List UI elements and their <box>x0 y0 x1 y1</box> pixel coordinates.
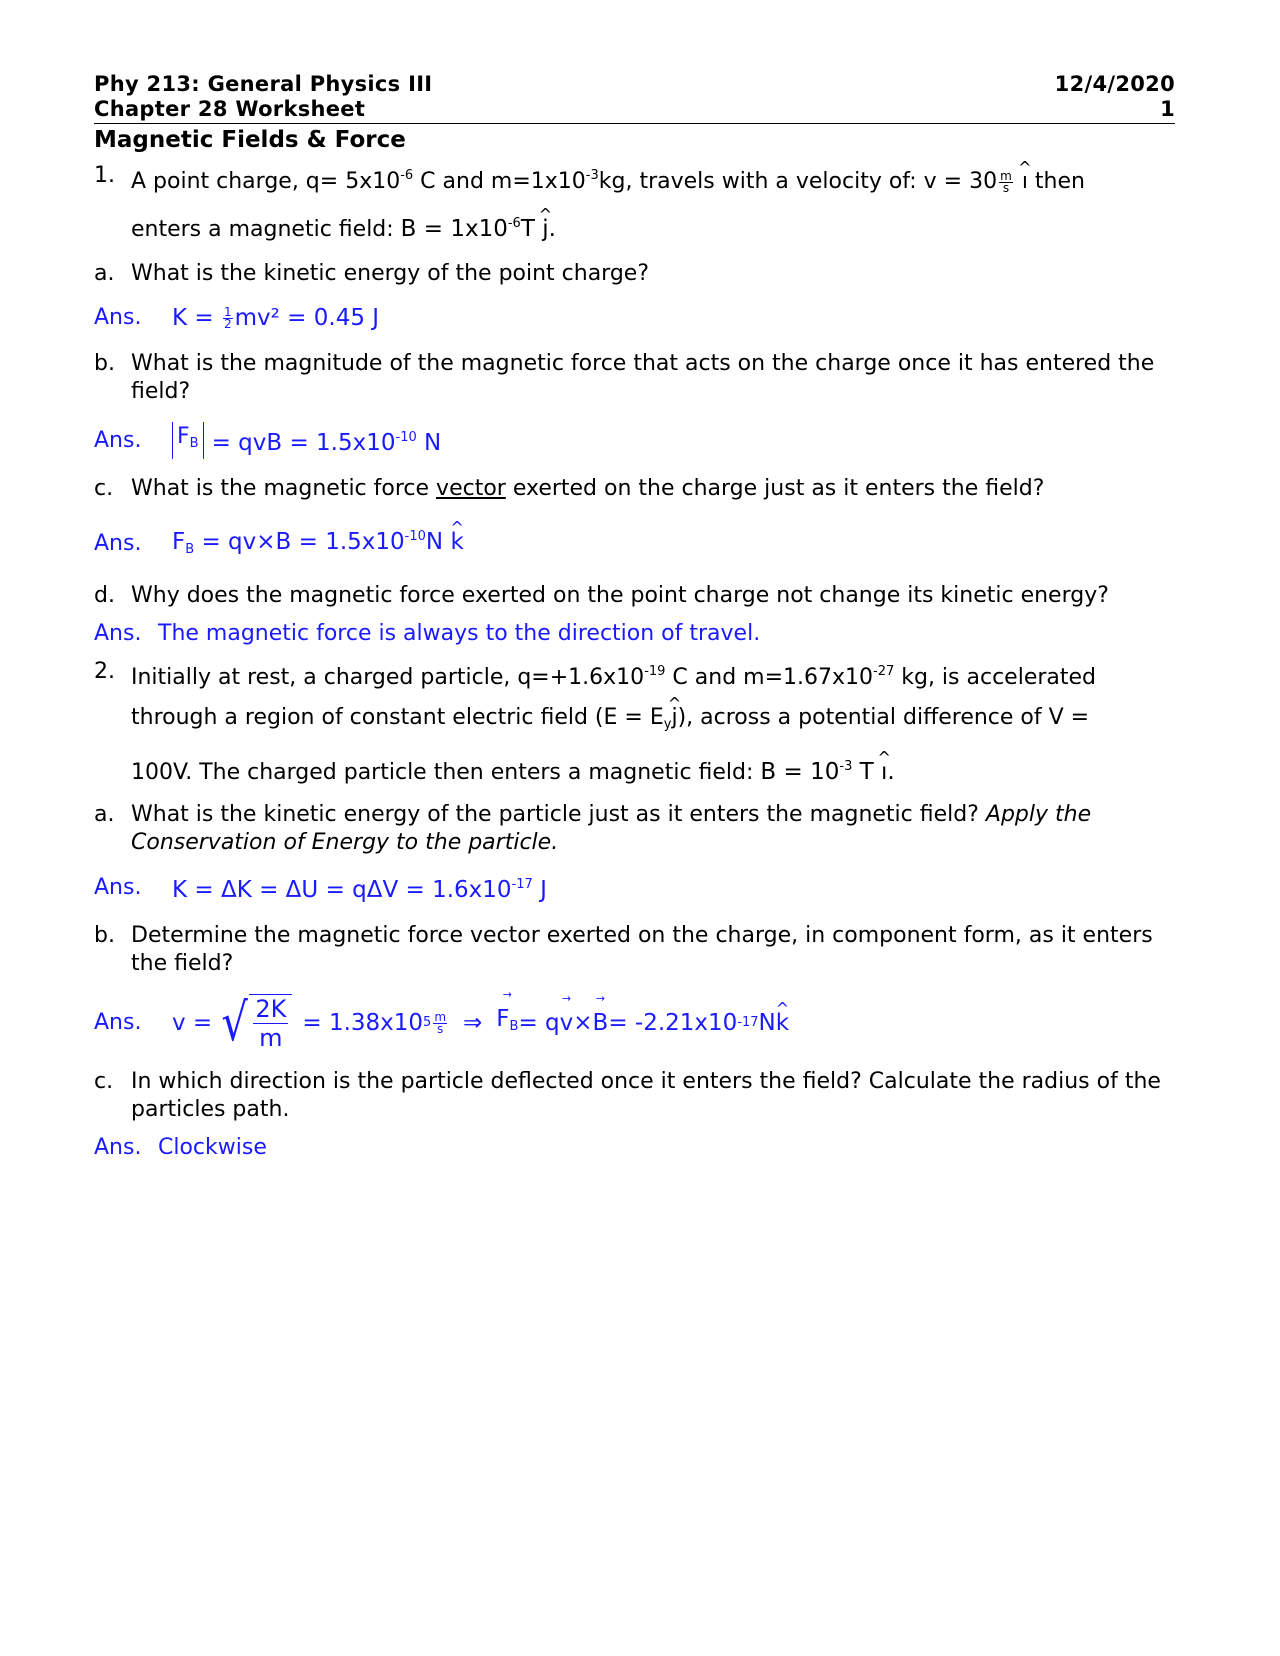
part-text: In which direction is the particle deflected once it enters the field? Calculate the radius of the particles path. <box>131 1069 1161 1122</box>
question-text <box>131 162 1175 196</box>
answer-label: Ans. <box>94 621 142 646</box>
question-1c <box>94 475 1175 503</box>
header-divider <box>94 123 1175 124</box>
electric-field-expr: E = E <box>603 705 664 730</box>
answer-1a <box>94 304 1175 332</box>
unit-denominator: s <box>1002 180 1010 195</box>
q1-text-c: kg, travels with a velocity of: v = 30 <box>598 169 998 194</box>
question-1 <box>94 162 1175 196</box>
answer-label: Ans. <box>94 1010 142 1035</box>
part-text: What is the kinetic energy of the point charge? <box>131 261 650 286</box>
header-date: 12/4/2020 <box>1054 72 1175 96</box>
question-1b <box>94 350 1175 406</box>
part-label: a. <box>94 802 115 827</box>
question-2b <box>94 922 1175 978</box>
part-label: c. <box>94 1069 114 1094</box>
answer-1d <box>94 620 1175 648</box>
question-text: Initially at rest, a charged particle, $q=+1.6x10^{-19}$ C and $m=1.67x10^{-27}$ kg, is accelerated <box>131 664 1097 690</box>
header-row-2 <box>94 97 1175 122</box>
answer-label: Ans. <box>94 530 142 556</box>
q1-line2-text: enters a magnetic field: <box>131 217 401 242</box>
answer-text: $F_B = qv\times B = 1.5x10^{-10}N$ ^ k <box>172 523 464 564</box>
q1-text-a: A point charge, q= 5x10 <box>131 169 401 194</box>
square-root: √ 2K m <box>218 994 292 1052</box>
question-2-line-3: 100V. The charged particle then enters a magnetic field: $B = 10^{-3}$ T ^ ı. <box>94 753 1175 787</box>
answer-1c <box>94 523 1175 564</box>
part-label: c. <box>94 476 114 501</box>
answer-text: = qvB = $1.5x10^{-10}$ N <box>211 430 442 456</box>
part-text: Determine the magnetic force vector exerted on the charge, in component form, as it enters the field? <box>131 923 1153 976</box>
answer-text: $K = \Delta K = \Delta U = q\Delta V = 1.6x10^{-17}$ J <box>172 877 547 903</box>
answer-text: The magnetic force is always to the direction of travel. <box>158 621 761 646</box>
header-row-1 <box>94 72 1175 97</box>
q1-exp-mass: -3 <box>585 168 599 183</box>
answer-text: K = $\frac{1}{2}$ mv² = 0.45 J <box>172 305 380 331</box>
magnetic-field-expr: $B = 10^{-3}$ T ^ ı. <box>760 759 894 785</box>
unit-fraction: $\frac{m}{s}$ <box>434 1009 447 1036</box>
field-vector: → B <box>593 1009 609 1037</box>
answer-label: Ans. <box>94 427 142 453</box>
part-text: What is the magnitude of the magnetic force that acts on the charge once it has entered the field? <box>131 351 1155 404</box>
i-hat-vector: ^ ı <box>1022 168 1028 196</box>
part-label: a. <box>94 261 115 286</box>
question-2a <box>94 801 1175 857</box>
answer-2b <box>94 994 1175 1052</box>
part-text: What is the kinetic energy of the particle just as it enters the magnetic field? Apply the Conservation of Energy to the particle. <box>131 802 1092 855</box>
part-label: d. <box>94 583 115 608</box>
half-fraction: $\frac{1}{2}$ <box>223 305 232 331</box>
k-hat-vector: ^ k <box>776 1009 789 1037</box>
answer-text: v = √ 2K m = 1.38x10 5 $\frac{m}{s}$ ⇒ → $F_B$ = q → v × → B = -2.21x10 -17 N ^ k <box>172 994 789 1052</box>
velocity-vector: → v <box>560 1009 574 1037</box>
i-hat-vector: ^ ı <box>881 758 887 786</box>
k-hat-vector: ^ k <box>450 528 463 556</box>
answer-text: Clockwise <box>158 1135 267 1160</box>
answer-label: Ans. <box>94 1135 142 1160</box>
page-number: 1 <box>1160 97 1175 121</box>
answer-2c <box>94 1134 1175 1162</box>
worksheet-page <box>94 72 1175 1162</box>
part-label: b. <box>94 923 115 948</box>
italic-hint: Apply the Conservation of Energy to the particle. <box>131 802 1092 855</box>
j-hat-vector: ^ j <box>542 215 548 243</box>
force-vector: → $F_B$ <box>496 1005 518 1041</box>
part-text: What is the magnetic force vector exerted on the charge just as it enters the field? <box>131 476 1045 501</box>
answer-label: Ans. <box>94 874 142 900</box>
page-title: Magnetic Fields & Force <box>94 127 406 153</box>
underlined-vector: vector <box>436 476 506 501</box>
q1-exp-charge: -6 <box>400 168 414 183</box>
q1-text-b: C and m=1x10 <box>413 169 586 194</box>
unit-numerator: m <box>1000 168 1012 183</box>
j-hat-vector: ^ j <box>671 704 677 732</box>
question-1-line-2 <box>94 210 1175 244</box>
part-text: Why does the magnetic force exerted on the point charge not change its kinetic energy? <box>131 583 1109 608</box>
question-1d <box>94 582 1175 610</box>
magnetic-field-expr: $B = 1x10^{-6}T$ ^ j. <box>401 216 556 242</box>
unit-fraction <box>999 168 1013 195</box>
question-2c <box>94 1068 1175 1124</box>
answer-2a <box>94 871 1175 904</box>
question-2-line-2: through a region of constant electric field ($E = E_y\^{}$ j), across a potential difference of V = <box>94 704 1175 739</box>
worksheet-subtitle: Chapter 28 Worksheet <box>94 97 366 121</box>
implies-arrow: ⇒ <box>463 1010 483 1036</box>
question-2 <box>94 658 1175 692</box>
force-magnitude: $F_B$ <box>172 422 204 459</box>
question-number: 2. <box>94 659 115 684</box>
question-number: 1. <box>94 163 115 188</box>
course-title: Phy 213: General Physics III <box>94 72 433 96</box>
answer-1b <box>94 422 1175 459</box>
part-label: b. <box>94 351 115 376</box>
q1-text-d: then <box>1027 169 1085 194</box>
answer-label: Ans. <box>94 305 142 330</box>
question-1a <box>94 260 1175 288</box>
